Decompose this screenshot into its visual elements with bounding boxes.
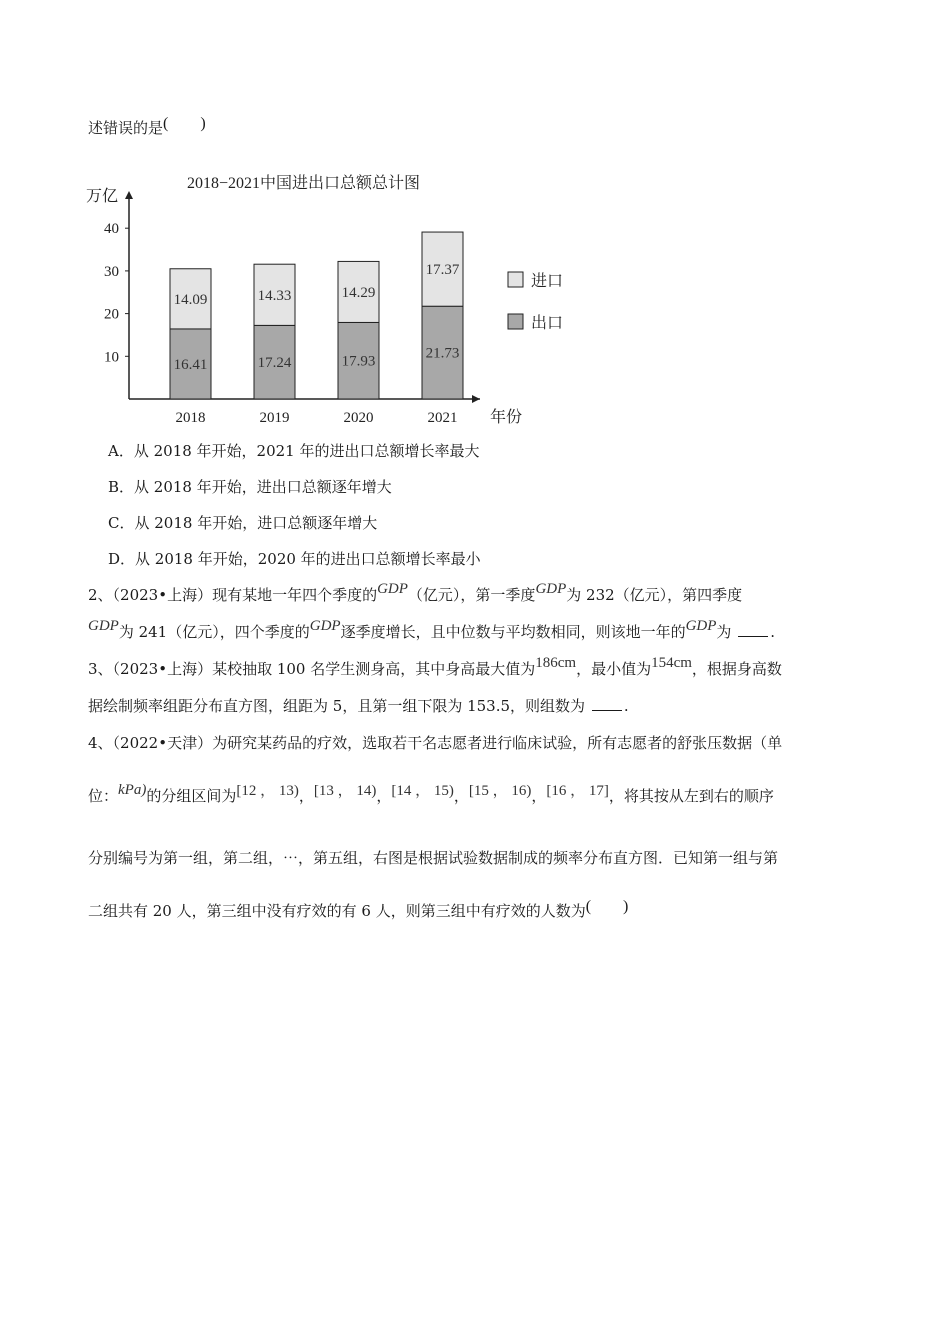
answer-blank[interactable] [592,696,622,711]
chart-legend [508,272,563,332]
q2-text: （亿元），第一季度 [407,586,536,604]
import-value-label: 14.09 [173,291,208,308]
answer-blank[interactable] [738,622,768,637]
gdp-symbol: GDP [88,618,119,634]
x-tick-label: 2021 [427,410,458,425]
x-axis-arrow [472,395,480,403]
y-tick-label: 20 [104,306,119,323]
q4-text: 二组共有 20 人，第三组中没有疗效的有 6 人，则第三组中有疗效的人数为 [88,902,586,920]
q4-text: 为研究某药品的疗效，选取若干名志愿者进行临床试验，所有志愿者的舒张压数据（单 [212,734,783,752]
q1-stem-text: 述错误的是 [88,119,164,137]
answer-paren: ( ) [585,898,629,915]
q2-text: 为 232（亿元），第四季度 [566,586,743,604]
import-value-label: 14.29 [341,284,376,301]
import-value-label: 17.37 [425,262,460,279]
q4-line-3 [88,848,778,868]
option-text: 从 2018 年开始，2021 年的进出口总额增长率最大 [133,442,480,460]
export-value-label: 21.73 [425,345,460,362]
q2-line-2: GDP为 241（亿元），四个季度的GDP逐季度增长，且中位数与平均数相同，则该地一年的GDP为 . [88,618,775,641]
y-tick-label: 40 [104,221,119,238]
export-value-label: 17.24 [257,355,292,372]
option-letter: A． [108,442,134,460]
max-height-value: 186cm [535,655,577,671]
y-tick-label: 30 [104,263,119,280]
q2-source: （2023•上海） [112,586,213,604]
chart-x-axis-label: 年份 [490,409,523,425]
chart-title: 2018−2021中国进出口总额总计图 [187,175,421,192]
import-value-label: 14.33 [257,287,292,304]
q4-line-1 [88,733,782,753]
q2-text: 为 241（亿元），四个季度的 [118,623,310,641]
interval-1: [12 ， 13) [236,783,299,799]
gdp-symbol: GDP [685,618,717,634]
option-text: 从 2018 年开始，进出口总额逐年增大 [134,478,392,496]
trade-stacked-bar-chart [80,165,680,425]
min-height-value: 154cm [651,655,692,671]
q2-text: 逐季度增长，且中位数与平均数相同，则该地一年的 [340,623,686,641]
export-value-label: 16.41 [173,356,208,373]
y-tick-label: 10 [104,349,119,366]
kpa-unit: kPa) [118,782,147,798]
q3-source: （2023•上海） [112,660,213,678]
q1-option-c[interactable] [108,513,377,533]
export-value-label: 17.93 [341,353,376,370]
x-tick-label: 2020 [343,410,374,425]
chart-bars [170,232,463,425]
q3-number: 3、 [88,660,113,678]
q4-number: 4、 [88,734,113,752]
q2-text: 为 [716,623,732,641]
q3-text: 某校抽取 100 名学生测身高，其中身高最大值为 [212,660,536,678]
q2-number: 2、 [88,586,113,604]
q4-text: 分别编号为第一组，第二组，⋯，第五组，右图是根据试验数据制成的频率分布直方图．已知第一组与第 [88,849,779,867]
legend-label: 进口 [531,273,564,290]
gdp-symbol: GDP [535,581,567,597]
q1-option-d[interactable] [108,549,481,569]
y-axis-arrow [125,191,133,199]
q1-stem [88,115,206,139]
interval-3: [14 ， 15) [391,783,454,799]
q3-text: ，最小值为 [576,660,652,678]
legend-swatch [508,314,523,329]
q1-option-a[interactable] [108,441,480,461]
q3-line-1 [88,655,782,680]
option-letter: D． [108,550,136,568]
q4-text: 的分组区间为 [146,787,237,805]
q4-line-4 [88,898,629,922]
q3-line-2: 据绘制频率组距分布直方图，组距为 5，且第一组下限为 153.5，则组数为 . [88,697,629,715]
q4-text: ，将其按从左到右的顺序 [608,787,774,805]
q4-text: 位： [88,787,119,805]
gdp-symbol: GDP [309,618,341,634]
x-tick-label: 2018 [175,410,206,425]
option-letter: B． [108,478,135,496]
q2-text: 现有某地一年四个季度的 [212,586,378,604]
interval-2: [13 ， 14) [313,783,377,799]
option-letter: C． [108,514,135,532]
q3-text: 据绘制频率组距分布直方图，组距为 5，且第一组下限为 153.5，则组数为 [88,697,586,715]
q3-text: ，根据身高数 [691,660,782,678]
answer-paren: ( ) [163,115,206,132]
q2-line-1 [88,581,743,606]
legend-label: 出口 [531,315,564,332]
option-text: 从 2018 年开始，2020 年的进出口总额增长率最小 [135,550,481,568]
q4-source: （2022•天津） [112,734,213,752]
x-tick-label: 2019 [259,410,290,425]
interval-4: [15 ， 16) [468,783,532,799]
chart-y-axis-label: 万亿 [86,188,119,205]
q4-line-2: 位：kPa)的分组区间为[12 ， 13)，[13 ， 14)，[14 ， 15)，[15 ， 16)，[16 ， 17]，将其按从左到右的顺序 [88,782,774,805]
q1-option-b[interactable] [108,477,392,497]
interval-5: [16 ， 17] [546,783,609,799]
option-text: 从 2018 年开始，进口总额逐年增大 [134,514,378,532]
gdp-symbol: GDP [377,581,408,597]
legend-swatch [508,272,523,287]
